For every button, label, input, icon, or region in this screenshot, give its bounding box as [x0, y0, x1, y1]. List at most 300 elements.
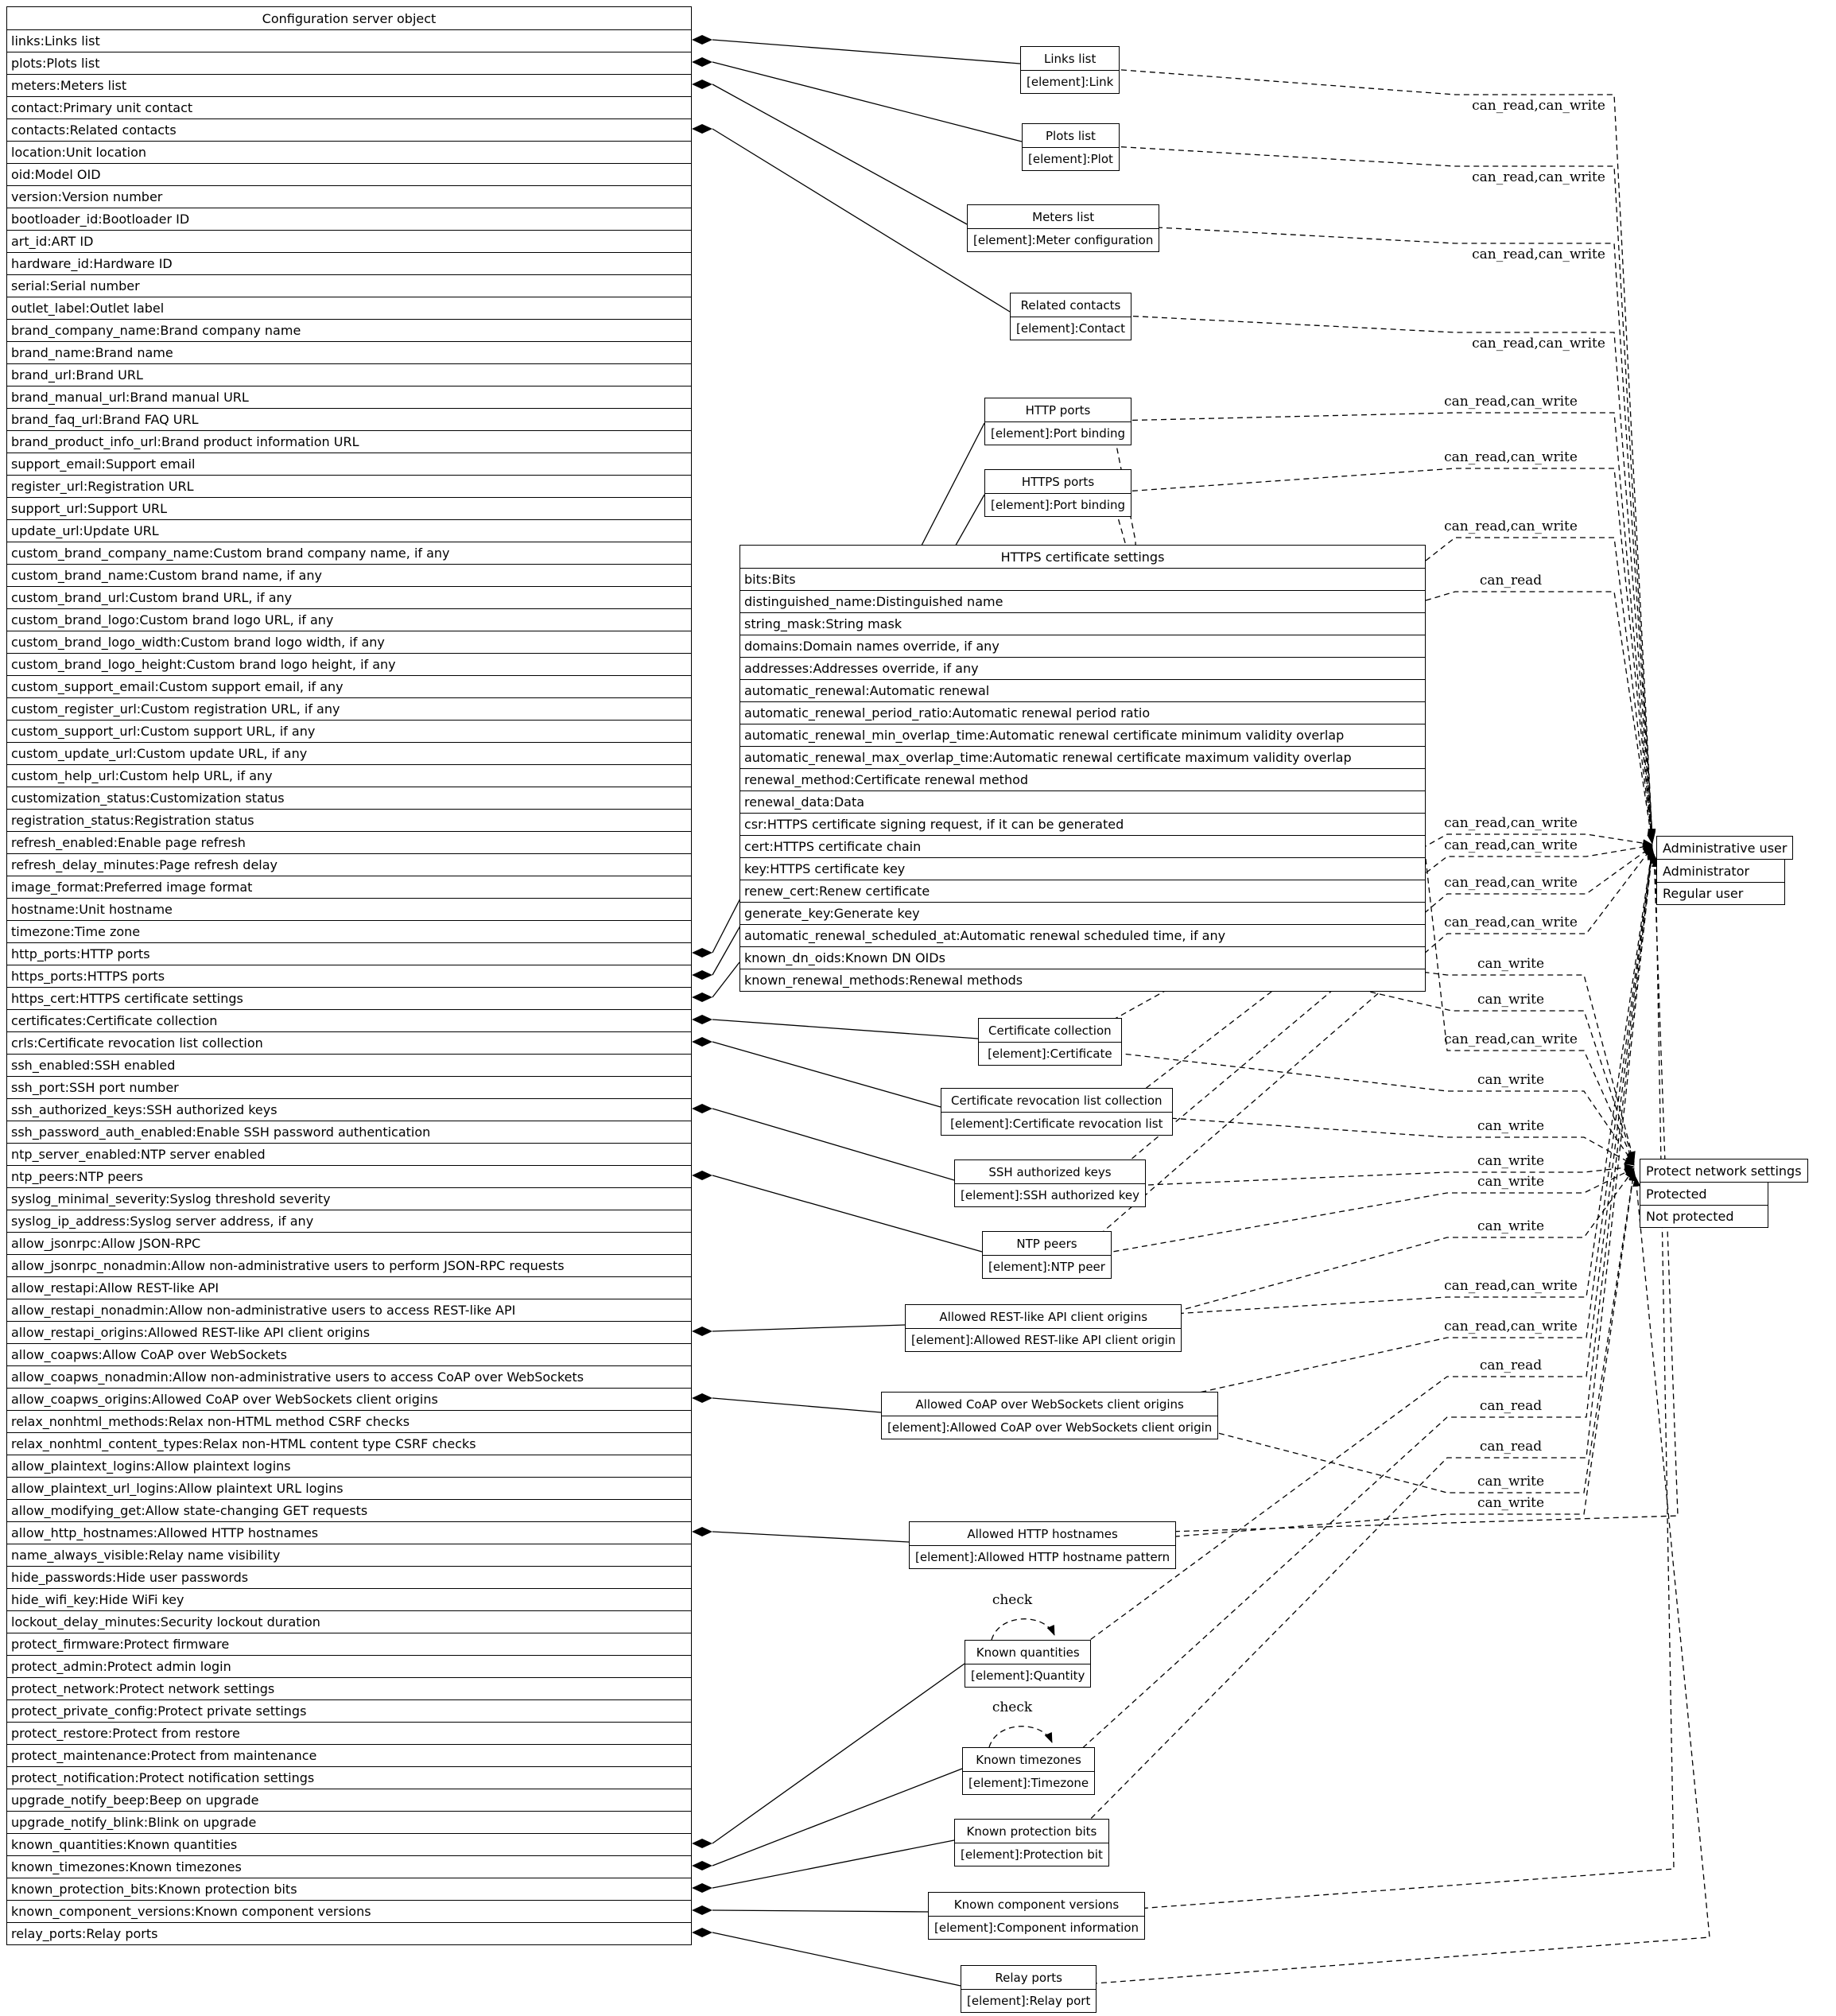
table-row: [7, 1811, 691, 1833]
list-node-element: [element]:Quantity: [971, 1668, 1085, 1683]
table-row: [7, 96, 691, 118]
table-row: [7, 363, 691, 386]
field-label: update_url:Update URL: [11, 523, 159, 538]
list-node-title: HTTP ports: [985, 398, 1131, 422]
table-row: [7, 1722, 691, 1744]
table-title: Configuration server object: [262, 10, 437, 26]
edge-label: can_write: [1477, 956, 1545, 972]
edge-label: can_write: [1477, 1153, 1545, 1169]
field-label: addresses:Addresses override, if any: [744, 661, 979, 676]
table-row: [740, 857, 1425, 880]
field-label: protect_firmware:Protect firmware: [11, 1637, 230, 1652]
table-row: [7, 1009, 691, 1031]
table-row: [7, 853, 691, 876]
table-row: [740, 880, 1425, 902]
table-row: [7, 920, 691, 942]
field-label: protect_notification:Protect notification settings: [11, 1770, 315, 1785]
edge-label: can_read,can_write: [1472, 169, 1605, 185]
list-node-title: Allowed REST-like API client origins: [906, 1305, 1181, 1329]
table-row: [740, 902, 1425, 924]
table-row: [7, 1566, 691, 1588]
table-row: [7, 230, 691, 252]
field-label: allow_http_hostnames:Allowed HTTP hostnames: [11, 1525, 319, 1540]
field-label: register_url:Registration URL: [11, 479, 194, 494]
composition-diamonds: [692, 35, 712, 1937]
field-label: automatic_renewal_min_overlap_time:Automatic renewal certificate minimum validity overlap: [744, 728, 1345, 743]
list-node-title: Allowed HTTP hostnames: [910, 1522, 1175, 1546]
table-row: [7, 1521, 691, 1544]
table-row: [7, 1254, 691, 1276]
table-row: [7, 1610, 691, 1633]
table-row: [7, 1388, 691, 1410]
list-node: [984, 469, 1131, 517]
table-row: [7, 208, 691, 230]
table-row: [7, 1343, 691, 1365]
field-label: links:Links list: [11, 33, 100, 49]
field-label: lockout_delay_minutes:Security lockout duration: [11, 1614, 320, 1630]
table-row: [7, 542, 691, 564]
field-label: brand_product_info_url:Brand product information URL: [11, 434, 359, 449]
edge-label: can_write: [1477, 1495, 1545, 1511]
table-row: [7, 453, 691, 475]
field-label: refresh_delay_minutes:Page refresh delay: [11, 857, 278, 872]
list-node-title: Certificate revocation list collection: [941, 1089, 1172, 1113]
field-label: contacts:Related contacts: [11, 122, 177, 138]
list-node-title: NTP peers: [983, 1232, 1111, 1256]
table-row: [7, 965, 691, 987]
table-row: [7, 297, 691, 319]
list-node-title: Certificate collection: [979, 1019, 1121, 1043]
field-label: allow_restapi_origins:Allowed REST-like API client origins: [11, 1325, 371, 1340]
list-node-element: [element]:Allowed HTTP hostname pattern: [915, 1550, 1170, 1564]
field-label: meters:Meters list: [11, 78, 127, 93]
list-node-element: [element]:NTP peer: [988, 1260, 1105, 1274]
field-label: registration_status:Registration status: [11, 813, 254, 828]
field-label: protect_private_config:Protect private settings: [11, 1703, 307, 1719]
table-row: [7, 118, 691, 141]
field-label: custom_brand_company_name:Custom brand company name, if any: [11, 546, 450, 561]
field-label: outlet_label:Outlet label: [11, 301, 165, 316]
list-node: [954, 1159, 1146, 1207]
table-row: [7, 1432, 691, 1455]
list-node-element: [element]:Timezone: [968, 1776, 1089, 1790]
table-row: [740, 724, 1425, 746]
field-label: upgrade_notify_blink:Blink on upgrade: [11, 1815, 257, 1830]
field-label: custom_help_url:Custom help URL, if any: [11, 768, 273, 783]
list-node: [909, 1521, 1176, 1569]
field-label: ssh_authorized_keys:SSH authorized keys: [11, 1102, 278, 1117]
list-node-title: Known component versions: [929, 1893, 1144, 1917]
field-label: location:Unit location: [11, 145, 147, 160]
table-row: [740, 768, 1425, 790]
table-row: [7, 29, 691, 52]
table-row: [7, 898, 691, 920]
list-node-element: [element]:Certificate: [988, 1047, 1112, 1061]
field-label: cert:HTTPS certificate chain: [744, 839, 922, 854]
table-row: [7, 564, 691, 586]
table-row: [7, 1833, 691, 1855]
table-row: [7, 185, 691, 208]
field-label: hardware_id:Hardware ID: [11, 256, 173, 271]
edge-label: can_read,can_write: [1444, 1278, 1578, 1294]
list-node-element: [element]:Protection bit: [961, 1847, 1103, 1862]
edge-label: can_read,can_write: [1444, 1031, 1578, 1047]
field-label: automatic_renewal_scheduled_at:Automatic renewal scheduled time, if any: [744, 928, 1226, 943]
table-row: [7, 1766, 691, 1789]
edge-label: can_read,can_write: [1472, 336, 1605, 352]
table-row: [7, 675, 691, 697]
table-row: [7, 742, 691, 764]
table-row: [7, 1922, 691, 1944]
field-label: custom_brand_url:Custom brand URL, if any: [11, 590, 293, 605]
table-rows: [7, 29, 691, 1944]
list-node: [965, 1640, 1091, 1688]
edge-label: can_read,can_write: [1472, 98, 1605, 114]
table-row: [7, 1121, 691, 1143]
table-row: [7, 653, 691, 675]
table-row: [7, 1744, 691, 1766]
table-row: [7, 586, 691, 608]
field-label: allow_coapws_nonadmin:Allow non-administrative users to access CoAP over WebSockets: [11, 1369, 584, 1385]
list-node-element: [element]:Certificate revocation list: [950, 1117, 1163, 1131]
table-row: [7, 1544, 691, 1566]
table-row: [7, 1276, 691, 1299]
table-row: [740, 612, 1425, 635]
table-row: [7, 876, 691, 898]
list-node: [928, 1892, 1145, 1940]
table-row: [7, 1098, 691, 1121]
table-row: [7, 1210, 691, 1232]
table-row: [7, 430, 691, 453]
composition-edges: [712, 40, 1022, 1986]
table-row: [7, 519, 691, 542]
field-label: serial:Serial number: [11, 278, 140, 293]
field-label: allow_modifying_get:Allow state-changing GET requests: [11, 1503, 368, 1518]
list-node-element: [element]:Meter configuration: [973, 233, 1154, 247]
list-node-title: Meters list: [968, 205, 1159, 229]
table-row: [7, 497, 691, 519]
field-label: version:Version number: [11, 189, 163, 204]
field-label: syslog_minimal_severity:Syslog threshold severity: [11, 1191, 331, 1206]
field-label: renewal_data:Data: [744, 794, 865, 810]
field-label: key:HTTPS certificate key: [744, 861, 906, 876]
table-row: [7, 1143, 691, 1165]
edge-label: can_read,can_write: [1444, 519, 1578, 534]
table-row: [7, 831, 691, 853]
field-label: protect_maintenance:Protect from maintenance: [11, 1748, 317, 1763]
enum-node-administrative-user: [1656, 836, 1793, 905]
field-label: name_always_visible:Relay name visibility: [11, 1548, 281, 1563]
list-node-title: SSH authorized keys: [955, 1160, 1145, 1184]
field-label: oid:Model OID: [11, 167, 101, 182]
table-row: [7, 1299, 691, 1321]
table-title: HTTPS certificate settings: [1000, 549, 1165, 565]
enum-node-protect-network-settings: [1640, 1159, 1808, 1228]
edge-label: can_write: [1477, 1118, 1545, 1134]
edge-label: can_read: [1479, 1398, 1543, 1414]
edge-label: can_read,can_write: [1444, 837, 1578, 853]
table-row: [7, 1054, 691, 1076]
table-row: [740, 969, 1425, 991]
list-node: [978, 1018, 1122, 1066]
list-node: [1010, 293, 1131, 340]
field-label: custom_update_url:Custom update URL, if any: [11, 746, 308, 761]
table-rows: [740, 568, 1425, 991]
list-node-title: Known protection bits: [955, 1820, 1108, 1843]
https-certificate-settings-table: [739, 545, 1426, 992]
field-label: custom_register_url:Custom registration URL, if any: [11, 701, 340, 717]
edge-label: can_read,can_write: [1444, 1319, 1578, 1334]
edge-label: can_write: [1477, 1174, 1545, 1190]
list-node: [1022, 123, 1120, 171]
table-row: [740, 790, 1425, 813]
table-row: [7, 1477, 691, 1499]
table-row: [7, 74, 691, 96]
field-label: hostname:Unit hostname: [11, 902, 173, 917]
table-row: [7, 1410, 691, 1432]
table-row: [740, 946, 1425, 969]
field-label: ntp_server_enabled:NTP server enabled: [11, 1147, 266, 1162]
table-row: [7, 1321, 691, 1343]
table-row: [7, 1677, 691, 1699]
field-label: automatic_renewal_max_overlap_time:Automatic renewal certificate maximum validity overlap: [744, 750, 1352, 765]
field-label: renewal_method:Certificate renewal method: [744, 772, 1029, 787]
edge-label: can_read,can_write: [1444, 394, 1578, 410]
field-label: custom_support_email:Custom support email, if any: [11, 679, 344, 694]
enum-title: Administrative user: [1656, 836, 1793, 860]
table-row: [7, 1076, 691, 1098]
table-row: [7, 1588, 691, 1610]
field-label: refresh_enabled:Enable page refresh: [11, 835, 246, 850]
table-row: [7, 52, 691, 74]
field-label: image_format:Preferred image format: [11, 880, 253, 895]
field-label: ntp_peers:NTP peers: [11, 1169, 143, 1184]
list-node-title: Allowed CoAP over WebSockets client origins: [882, 1393, 1217, 1416]
list-node-element: [element]:Allowed REST-like API client origin: [911, 1333, 1176, 1347]
table-row: [7, 475, 691, 497]
table-row: [7, 631, 691, 653]
table-row: [7, 1232, 691, 1254]
table-row: [7, 697, 691, 720]
table-row: [7, 608, 691, 631]
table-row: [740, 701, 1425, 724]
list-node-title: Plots list: [1023, 124, 1119, 148]
field-label: renew_cert:Renew certificate: [744, 884, 930, 899]
table-row: [7, 1365, 691, 1388]
field-label: relax_nonhtml_content_types:Relax non-HTML content type CSRF checks: [11, 1436, 476, 1451]
field-label: relax_nonhtml_methods:Relax non-HTML method CSRF checks: [11, 1414, 410, 1429]
field-label: http_ports:HTTP ports: [11, 946, 150, 961]
table-row: [7, 408, 691, 430]
field-label: customization_status:Customization status: [11, 790, 285, 806]
table-row: [7, 1165, 691, 1187]
field-label: custom_brand_logo:Custom brand logo URL, if any: [11, 612, 334, 627]
field-label: distinguished_name:Distinguished name: [744, 594, 1003, 609]
field-label: protect_network:Protect network settings: [11, 1681, 275, 1696]
edge-label: check: [992, 1699, 1033, 1715]
enum-option: Regular user: [1657, 882, 1784, 904]
table-row: [740, 835, 1425, 857]
table-row: [7, 1633, 691, 1655]
table-row: [7, 1699, 691, 1722]
edge-label: can_write: [1477, 992, 1545, 1008]
table-row: [7, 252, 691, 274]
table-row: [7, 341, 691, 363]
field-label: support_email:Support email: [11, 456, 196, 472]
table-row: [7, 1499, 691, 1521]
field-label: support_url:Support URL: [11, 501, 168, 516]
list-node: [961, 1965, 1097, 2013]
edge-label: can_read,can_write: [1444, 449, 1578, 465]
list-node: [982, 1231, 1112, 1279]
field-label: known_timezones:Known timezones: [11, 1859, 242, 1874]
field-label: ssh_enabled:SSH enabled: [11, 1058, 176, 1073]
list-node-title: Known timezones: [963, 1748, 1094, 1772]
list-node-element: [element]:Contact: [1016, 321, 1125, 336]
field-label: ssh_password_auth_enabled:Enable SSH password authentication: [11, 1125, 431, 1140]
field-label: brand_manual_url:Brand manual URL: [11, 390, 249, 405]
table-row: [7, 1187, 691, 1210]
table-row: [740, 635, 1425, 657]
field-label: https_cert:HTTPS certificate settings: [11, 991, 243, 1006]
list-node-element: [element]:Relay port: [967, 1994, 1091, 2008]
list-node-element: [element]:Port binding: [991, 426, 1126, 441]
field-label: known_dn_oids:Known DN OIDs: [744, 950, 945, 965]
field-label: known_component_versions:Known component versions: [11, 1904, 371, 1919]
field-label: plots:Plots list: [11, 56, 100, 71]
field-label: syslog_ip_address:Syslog server address, if any: [11, 1214, 314, 1229]
table-row: [7, 764, 691, 787]
list-node-element: [element]:Port binding: [991, 498, 1126, 512]
field-label: contact:Primary unit contact: [11, 100, 193, 115]
list-node: [1020, 46, 1120, 94]
list-node-element: [element]:Plot: [1028, 152, 1113, 166]
field-label: csr:HTTPS certificate signing request, if it can be generated: [744, 817, 1124, 832]
field-label: protect_restore:Protect from restore: [11, 1726, 240, 1741]
field-label: hide_passwords:Hide user passwords: [11, 1570, 249, 1585]
table-row: [740, 590, 1425, 612]
edge-label: can_write: [1477, 1218, 1545, 1234]
field-label: allow_jsonrpc:Allow JSON-RPC: [11, 1236, 201, 1251]
field-label: allow_restapi:Allow REST-like API: [11, 1280, 219, 1295]
enum-options: [1640, 1183, 1768, 1228]
field-label: allow_jsonrpc_nonadmin:Allow non-administrative users to perform JSON-RPC requests: [11, 1258, 565, 1273]
edge-label: can_write: [1477, 1474, 1545, 1490]
field-label: ssh_port:SSH port number: [11, 1080, 179, 1095]
field-label: custom_brand_name:Custom brand name, if any: [11, 568, 322, 583]
edge-label: can_read: [1479, 1439, 1543, 1455]
field-label: automatic_renewal_period_ratio:Automatic renewal period ratio: [744, 705, 1151, 721]
edge-label: can_write: [1477, 1072, 1545, 1088]
enum-option: Administrator: [1663, 863, 1750, 879]
field-label: upgrade_notify_beep:Beep on upgrade: [11, 1793, 259, 1808]
table-row: [7, 1789, 691, 1811]
list-node: [881, 1392, 1218, 1439]
table-row: [740, 746, 1425, 768]
field-label: relay_ports:Relay ports: [11, 1926, 158, 1941]
field-label: certificates:Certificate collection: [11, 1013, 218, 1028]
table-row: [7, 942, 691, 965]
list-node-element: [element]:Component information: [934, 1921, 1139, 1935]
list-node: [967, 204, 1159, 252]
list-node: [905, 1304, 1182, 1352]
table-row: [7, 1900, 691, 1922]
table-row: [740, 924, 1425, 946]
field-label: known_quantities:Known quantities: [11, 1837, 238, 1852]
field-label: custom_brand_logo_height:Custom brand logo height, if any: [11, 657, 396, 672]
field-label: allow_plaintext_url_logins:Allow plaintext URL logins: [11, 1481, 344, 1496]
edge-label: can_read,can_write: [1444, 815, 1578, 831]
table-row: [7, 141, 691, 163]
edge-label: check: [992, 1592, 1033, 1608]
table-row: [7, 1455, 691, 1477]
table-row: [7, 1031, 691, 1054]
field-label: bootloader_id:Bootloader ID: [11, 212, 190, 227]
configuration-server-object-table: [6, 6, 692, 1945]
table-row: [7, 1655, 691, 1677]
field-label: allow_coapws_origins:Allowed CoAP over WebSockets client origins: [11, 1392, 438, 1407]
list-node-element: [element]:Link: [1027, 75, 1114, 89]
field-label: protect_admin:Protect admin login: [11, 1659, 231, 1674]
field-label: known_protection_bits:Known protection bits: [11, 1882, 297, 1897]
enum-title: Protect network settings: [1640, 1159, 1808, 1183]
field-label: brand_name:Brand name: [11, 345, 173, 360]
field-label: automatic_renewal:Automatic renewal: [744, 683, 990, 698]
field-label: timezone:Time zone: [11, 924, 141, 939]
field-label: brand_url:Brand URL: [11, 367, 143, 383]
field-label: allow_plaintext_logins:Allow plaintext logins: [11, 1459, 291, 1474]
field-label: domains:Domain names override, if any: [744, 639, 1000, 654]
edge-label: can_read: [1479, 573, 1543, 588]
table-row: [7, 787, 691, 809]
list-node-element: [element]:Allowed CoAP over WebSockets client origin: [887, 1420, 1213, 1435]
field-label: brand_faq_url:Brand FAQ URL: [11, 412, 199, 427]
table-row: [7, 1878, 691, 1900]
list-node-element: [element]:SSH authorized key: [961, 1188, 1139, 1202]
table-row: [7, 319, 691, 341]
list-node: [984, 398, 1131, 445]
field-label: crls:Certificate revocation list collection: [11, 1035, 263, 1051]
list-node-title: Links list: [1021, 47, 1119, 71]
field-label: art_id:ART ID: [11, 234, 94, 249]
table-row: [7, 163, 691, 185]
list-node: [954, 1819, 1109, 1866]
table-row: [740, 813, 1425, 835]
table-row: [740, 679, 1425, 701]
field-label: custom_brand_logo_width:Custom brand logo width, if any: [11, 635, 385, 650]
edge-label: can_read,can_write: [1444, 915, 1578, 930]
field-label: https_ports:HTTPS ports: [11, 969, 165, 984]
list-node-title: Known quantities: [965, 1641, 1090, 1664]
edge-label: can_read,can_write: [1472, 247, 1605, 262]
table-row: [740, 568, 1425, 590]
field-label: hide_wifi_key:Hide WiFi key: [11, 1592, 184, 1607]
table-row: [7, 987, 691, 1009]
enum-option: Not protected: [1640, 1205, 1768, 1227]
list-node: [962, 1747, 1095, 1795]
table-row: [7, 274, 691, 297]
field-label: allow_coapws:Allow CoAP over WebSockets: [11, 1347, 287, 1362]
table-row: [7, 386, 691, 408]
table-row: [740, 657, 1425, 679]
field-label: bits:Bits: [744, 572, 796, 587]
table-row: [7, 809, 691, 831]
field-label: generate_key:Generate key: [744, 906, 920, 921]
field-label: known_renewal_methods:Renewal methods: [744, 973, 1023, 988]
list-node: [941, 1088, 1173, 1136]
field-label: allow_restapi_nonadmin:Allow non-administrative users to access REST-like API: [11, 1303, 516, 1318]
edge-label: can_read,can_write: [1444, 875, 1578, 891]
